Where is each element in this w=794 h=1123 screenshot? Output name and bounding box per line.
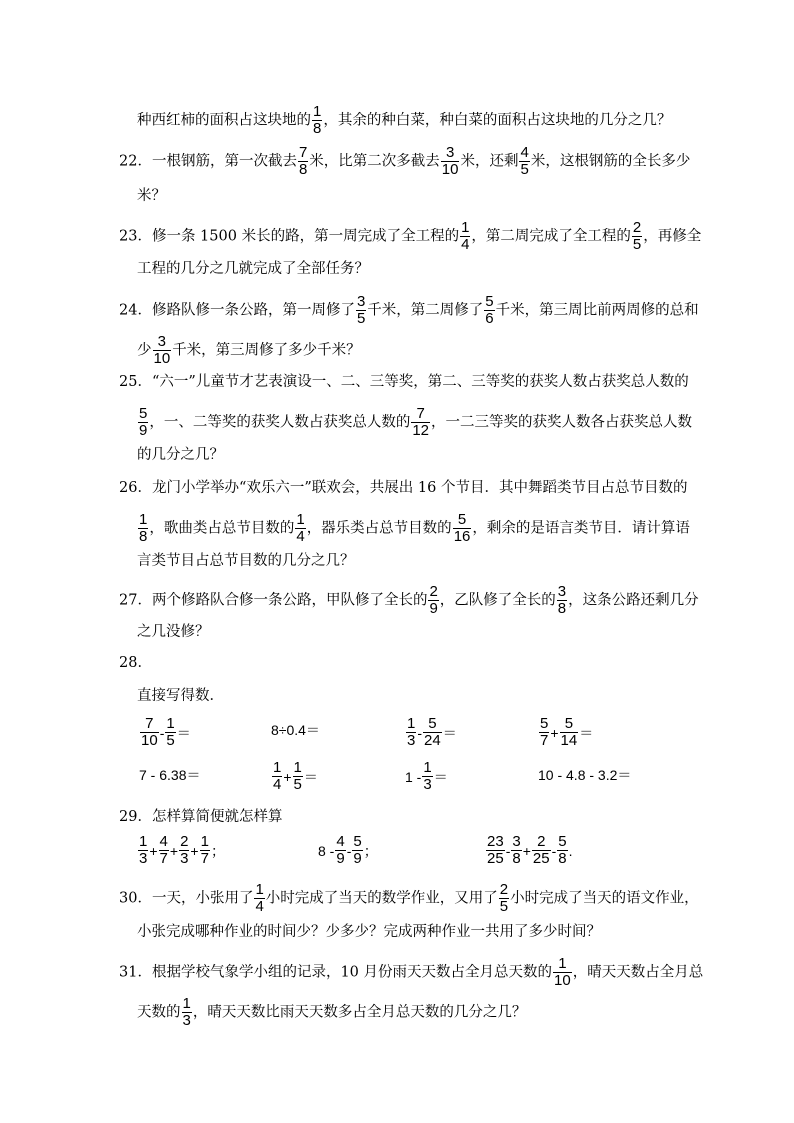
fraction — [182, 996, 192, 1029]
denominator: 8 — [313, 120, 322, 137]
punctuation: ； — [363, 842, 378, 859]
denominator: 5 — [293, 776, 302, 793]
denominator: 8 — [557, 600, 567, 617]
fraction — [557, 834, 567, 867]
leading-number: 1 - — [405, 768, 422, 785]
fraction — [453, 512, 472, 545]
calc-6 — [271, 760, 318, 793]
fraction — [335, 834, 345, 867]
fraction — [159, 834, 169, 867]
numerator: 7 — [298, 144, 308, 161]
numerator: 3 — [356, 293, 366, 310]
question-31: 31．根据学校气象学小组的记录，10 月份雨天天数占全月总天数的 $\frac{1}{10}$ ，晴天天数占全月总 — [119, 955, 704, 989]
numerator: 7 — [140, 716, 159, 733]
denominator: 8 — [512, 850, 521, 867]
numerator: 5 — [453, 512, 472, 529]
denominator: 10 — [554, 972, 571, 989]
fraction — [441, 145, 460, 178]
numerator: 23 — [487, 833, 504, 850]
fraction — [557, 584, 567, 617]
numerator: 1 — [407, 715, 416, 732]
denominator: 16 — [453, 528, 471, 545]
denominator: 8 — [139, 528, 148, 545]
q21-continuation: 种西红柿的面积占这块地的 $\frac{1}{8}$ ，其余的种白菜，种白菜的面积占这块地的几分之几？ — [137, 103, 672, 137]
calc-5: 7 - 6.38＝ — [139, 767, 201, 783]
fraction — [553, 956, 572, 989]
calc-7 — [405, 760, 448, 793]
numerator: 2 — [429, 583, 438, 600]
question-25-cont: $\frac{5}{9}$ ，一、二等奖的获奖人数占获奖总人数的 $\frac{7}{12}$ ，一二三等奖的获奖人数各占获奖总人数 — [139, 405, 693, 439]
numerator: 1 — [293, 759, 302, 776]
numerator: 1 — [255, 881, 264, 898]
fraction — [254, 882, 264, 915]
operator: + — [283, 768, 292, 785]
fraction — [511, 834, 521, 867]
numerator: 2 — [180, 833, 189, 850]
question-30: 30．一天，小张用了 $\frac{1}{4}$ 小时完成了当天的数学作业，又用了 $\frac{2}{5}$ 小时完成了当天的语文作业， — [119, 881, 699, 915]
numerator: 3 — [153, 334, 172, 351]
question-30-cont: 小张完成哪种作业的时间少？少多少？完成两种作业一共用了多少时间？ — [137, 924, 601, 940]
fraction — [138, 406, 148, 439]
fraction — [460, 220, 470, 253]
fraction — [179, 834, 189, 867]
question-22: 22．一根钢筋，第一次截去 $\frac{7}{8}$ 米，比第二次多截去 $\frac{3}{10}$ 米，还剩 $\frac{4}{5}$ 米，这根钢筋的全长多少 — [119, 144, 691, 178]
denominator: 25 — [487, 850, 504, 867]
punctuation: ； — [210, 842, 225, 859]
denominator: 14 — [560, 732, 578, 749]
numerator: 1 — [139, 511, 148, 528]
denominator: 4 — [296, 528, 305, 545]
denominator: 7 — [200, 850, 209, 867]
fraction — [560, 716, 579, 749]
denominator: 7 — [159, 850, 168, 867]
denominator: 3 — [180, 850, 189, 867]
denominator: 8 — [298, 161, 308, 178]
numerator: 7 — [411, 406, 430, 423]
fraction — [423, 716, 442, 749]
operator: + — [190, 842, 199, 859]
numerator: 4 — [520, 144, 529, 161]
calc-1 — [139, 716, 191, 749]
numerator: 5 — [139, 405, 148, 422]
numerator: 5 — [560, 716, 579, 733]
question-22-cont: 米？ — [137, 188, 166, 204]
question-29: 29．怎样算简便就怎样算 — [119, 809, 283, 825]
question-26-cont: $\frac{1}{8}$ ，歌曲类占总节目数的 $\frac{1}{4}$ ，器乐类占总节目数的 $\frac{5}{16}$ ，剩余的是语言类节目．请计算语 — [139, 511, 690, 545]
question-24: 24．修路队修一条公路，第一周修了 $\frac{3}{5}$ 千米，第二周修了 $\frac{5}{6}$ 千米，第三周比前两周修的总和 — [119, 293, 699, 327]
fraction — [532, 834, 551, 867]
operator: + — [169, 842, 179, 859]
denominator: 4 — [461, 236, 470, 253]
fraction — [200, 834, 210, 867]
equals-sign: ＝ — [579, 724, 594, 741]
question-28: 28． — [119, 655, 152, 671]
numerator: 5 — [558, 833, 567, 850]
calc-8: 10 - 4.8 - 3.2＝ — [538, 767, 632, 783]
leading-number: 8 - — [318, 842, 335, 859]
fraction — [356, 294, 366, 327]
operator: + — [550, 724, 559, 741]
denominator: 5 — [632, 236, 642, 253]
denominator: 5 — [166, 732, 175, 749]
numerator: 2 — [632, 219, 642, 236]
simplify-3 — [485, 834, 572, 867]
numerator: 1 — [182, 995, 191, 1012]
denominator: 24 — [424, 732, 441, 749]
operator: + — [149, 842, 158, 859]
denominator: 3 — [182, 1012, 191, 1029]
denominator: 10 — [153, 350, 171, 367]
denominator: 5 — [520, 161, 529, 178]
numerator: 3 — [512, 833, 521, 850]
denominator: 5 — [356, 310, 366, 327]
denominator: 9 — [139, 422, 148, 439]
punctuation: . — [568, 842, 573, 859]
numerator: 5 — [423, 716, 442, 733]
question-27: 27．两个修路队合修一条公路，甲队修了全长的 $\frac{2}{9}$ ，乙队修了全长的 $\frac{3}{8}$ ，这条公路还剩几分 — [119, 583, 699, 617]
operator: - — [417, 724, 423, 741]
fraction — [138, 512, 148, 545]
numerator: 5 — [540, 715, 549, 732]
numerator: 1 — [139, 833, 148, 850]
question-27-cont: 之几没修？ — [137, 624, 210, 640]
numerator: 1 — [423, 759, 432, 776]
denominator: 9 — [336, 850, 345, 867]
denominator: 12 — [412, 422, 430, 439]
question-26: 26．龙门小学举办“欢乐六一”联欢会，共展出 16 个节目．其中舞蹈类节目占总节目数的 — [119, 480, 688, 496]
fraction — [632, 220, 642, 253]
operator: - — [551, 842, 557, 859]
denominator: 6 — [485, 310, 494, 327]
denominator: 7 — [540, 732, 549, 749]
question-28-instruction: 直接写得数． — [137, 688, 224, 704]
numerator: 1 — [553, 956, 572, 973]
denominator: 10 — [141, 732, 158, 749]
question-31-cont: 天数的 $\frac{1}{3}$ ，晴天天数比雨天天数多占全月总天数的几分之几？ — [137, 995, 527, 1029]
numerator: 1 — [461, 219, 470, 236]
numerator: 2 — [532, 834, 551, 851]
fraction — [539, 716, 549, 749]
equals-sign: ＝ — [303, 768, 318, 785]
numerator: 1 — [313, 103, 322, 120]
operator: + — [522, 842, 531, 859]
fraction — [298, 145, 308, 178]
fraction — [406, 716, 416, 749]
fraction — [272, 760, 282, 793]
equals-sign: ＝ — [176, 724, 191, 741]
fraction — [312, 104, 322, 137]
fraction — [499, 882, 509, 915]
question-25: 25．“六一”儿童节才艺表演设一、二、三等奖，第二、三等奖的获奖人数占获奖总人数的 — [119, 374, 689, 390]
denominator: 8 — [558, 850, 567, 867]
denominator: 25 — [532, 850, 550, 867]
fraction — [295, 512, 305, 545]
denominator: 4 — [273, 776, 282, 793]
numerator: 3 — [557, 583, 567, 600]
question-26-cont2: 言类节目占总节目数的几分之几？ — [137, 553, 355, 569]
denominator: 3 — [407, 732, 416, 749]
equals-sign: ＝ — [442, 724, 457, 741]
fraction — [153, 334, 172, 367]
question-25-cont2: 的几分之几？ — [137, 447, 224, 463]
fraction — [486, 834, 505, 867]
numerator: 4 — [159, 833, 168, 850]
numerator: 2 — [499, 881, 509, 898]
denominator: 9 — [429, 600, 438, 617]
fraction — [165, 716, 175, 749]
fraction — [519, 145, 529, 178]
numerator: 5 — [353, 833, 362, 850]
fraction — [352, 834, 362, 867]
numerator: 3 — [441, 145, 460, 162]
calc-2: 8÷0.4＝ — [271, 722, 320, 738]
fraction — [138, 834, 148, 867]
denominator: 5 — [499, 898, 509, 915]
numerator: 1 — [296, 511, 305, 528]
operator: - — [346, 842, 352, 859]
numerator: 1 — [200, 833, 209, 850]
numerator: 5 — [485, 293, 494, 310]
fraction — [422, 760, 432, 793]
numerator: 4 — [336, 833, 345, 850]
denominator: 9 — [353, 850, 362, 867]
denominator: 10 — [441, 161, 459, 178]
simplify-2 — [318, 834, 378, 867]
fraction — [293, 760, 303, 793]
operator: - — [159, 724, 165, 741]
fraction — [484, 294, 494, 327]
equals-sign: ＝ — [433, 768, 448, 785]
simplify-1 — [137, 834, 225, 867]
fraction — [140, 716, 159, 749]
question-23: 23．修一条 1500 米长的路，第一周完成了全工程的 $\frac{1}{4}$ ，第二周完成了全工程的 $\frac{2}{5}$ ，再修全 — [119, 219, 702, 253]
fraction — [411, 406, 430, 439]
question-24-cont: 少 $\frac{3}{10}$ 千米，第三周修了多少千米？ — [137, 333, 361, 367]
question-23-cont: 工程的几分之几就完成了全部任务？ — [137, 261, 369, 277]
fraction — [428, 584, 438, 617]
operator: - — [505, 842, 511, 859]
denominator: 3 — [423, 776, 432, 793]
numerator: 1 — [166, 715, 175, 732]
denominator: 4 — [255, 898, 264, 915]
calc-4 — [538, 716, 593, 749]
calc-3 — [405, 716, 457, 749]
denominator: 3 — [139, 850, 148, 867]
numerator: 1 — [273, 759, 282, 776]
